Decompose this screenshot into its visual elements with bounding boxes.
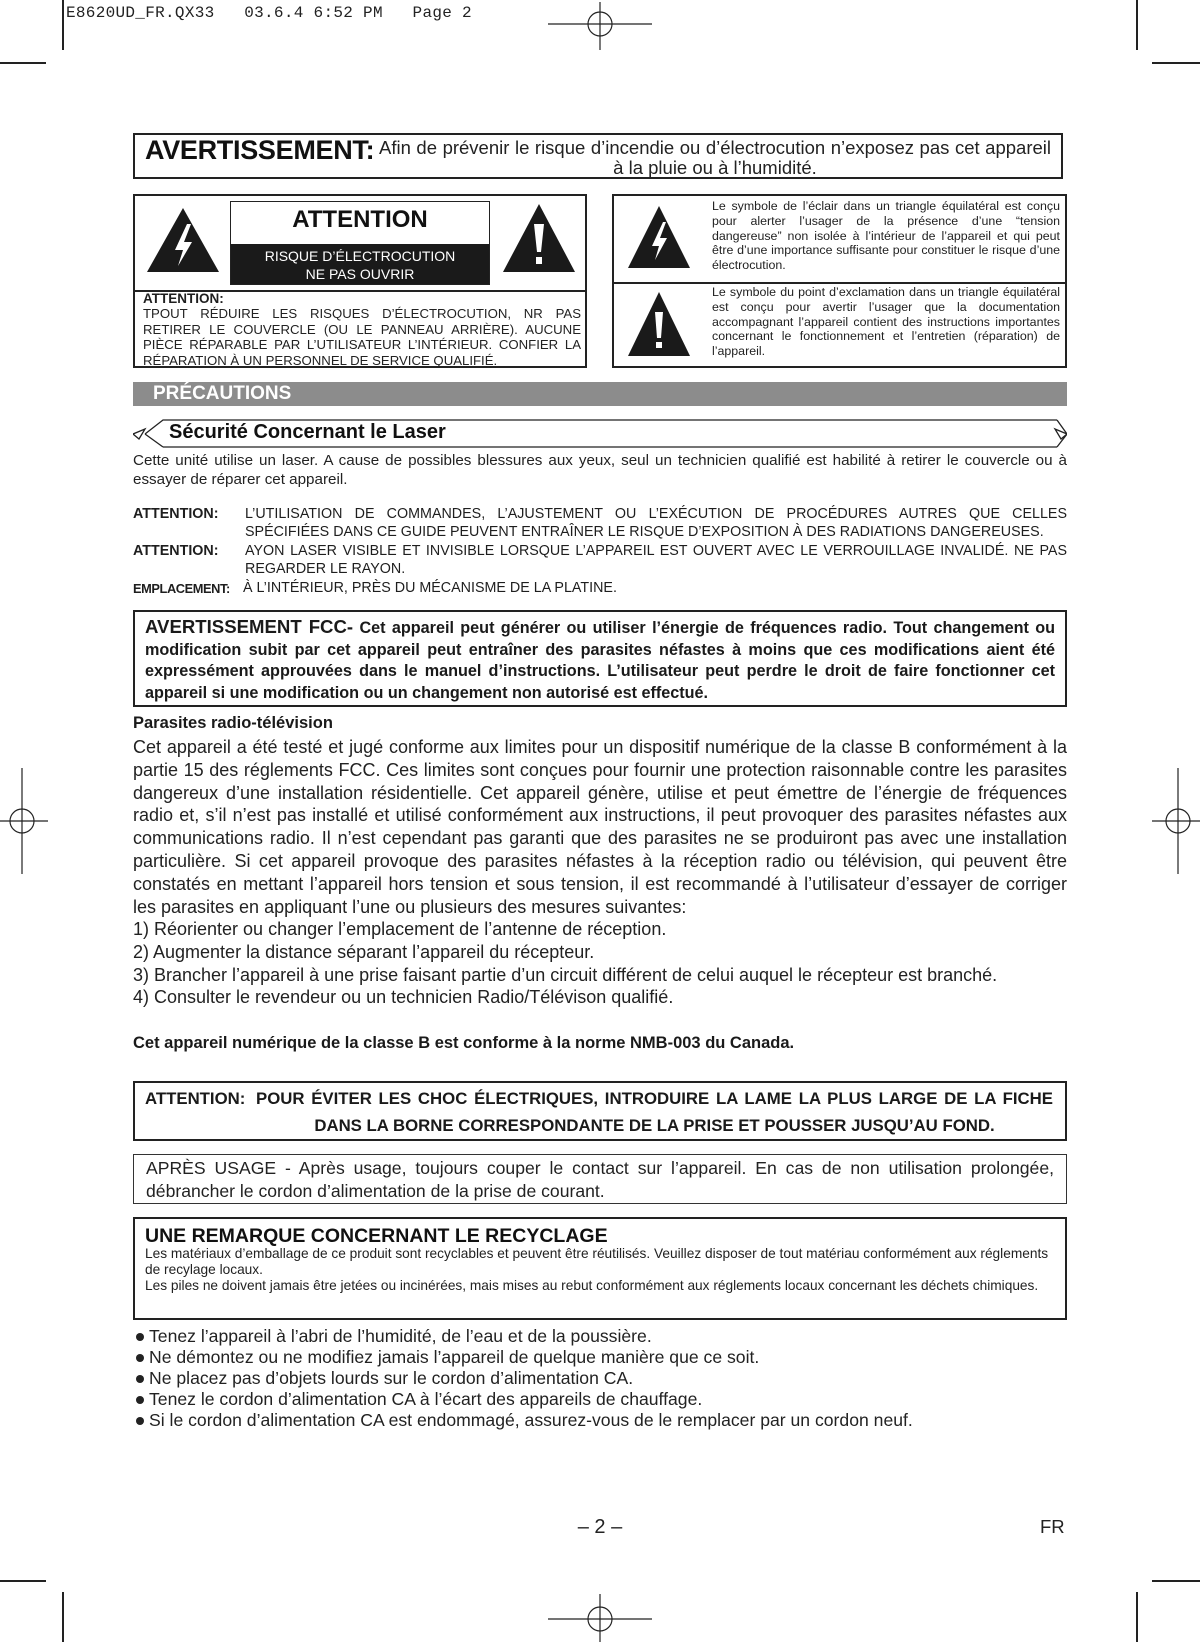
safety-bullets	[133, 1326, 1067, 1431]
recycling-paragraph-2: Les piles ne doivent jamais être jetées ou incinérées, mais mises au rebut conformément aux réglements locaux concernant les déchets chimiques.	[145, 1278, 1039, 1294]
language-code: FR	[1040, 1516, 1065, 1537]
laser-heading-bar	[133, 418, 1067, 448]
attention-label-panel	[230, 201, 490, 285]
caution-2-label: ATTENTION:	[133, 543, 219, 559]
caution-2-text: AYON LASER VISIBLE ET INVISIBLE LORSQUE L’APPAREIL EST OUVERT AVEC LE VERROUILLAGE INVALIDÉ. NE PAS REGARDER LE RAYON.	[245, 543, 1067, 577]
attention-body: TPOUT RÉDUIRE LES RISQUES D’ÉLECTROCUTION, NR PAS RETIRER LE COUVERCLE (OU LE PANNEAU ARRIÈRE). AUCUNE PIÈCE RÉPARABLE PAR L’UTILISATEUR L’INTÉRIEUR. CONFIER LA RÉPARATION À UN PERSONNEL DE SERVICE QUALIFIÉ.	[143, 306, 581, 368]
recycling-paragraph-1: Les matériaux d’emballage de ce produit sont recyclables et peuvent être réutilisés. Veuillez disposer de tout matériau conformément aux réglements de recylage locaux.	[145, 1246, 1049, 1278]
measures-list	[133, 918, 1067, 1009]
laser-intro: Cette unité utilise un laser. A cause de possibles blessures aux yeux, seul un technicien qualifié est habilité à retirer le couvercle ou à essayer de réparer cet appareil.	[133, 452, 1067, 488]
registration-mark-right	[1152, 768, 1200, 874]
fcc-lead: AVERTISSEMENT FCC-	[145, 616, 354, 637]
caution-1-label: ATTENTION:	[133, 506, 219, 522]
avertissement-title: AVERTISSEMENT:	[145, 135, 375, 165]
registration-mark-top	[548, 2, 652, 50]
attention-title: ATTENTION	[292, 206, 428, 233]
parasites-heading: Parasites radio-télévision	[133, 714, 333, 732]
print-slug: E8620UD_FR.QX33 03.6.4 6:52 PM Page 2	[66, 4, 472, 22]
recycling-box	[133, 1217, 1067, 1320]
bullet-item: Ne placez pas d’objets lourds sur le cordon d’alimentation CA.	[133, 1368, 1067, 1389]
risk-line-1: RISQUE D’ÉLECTROCUTION	[264, 248, 456, 264]
symbols-divider	[614, 282, 1065, 284]
precautions-title: PRÉCAUTIONS	[153, 383, 292, 404]
measure-item: 3) Brancher l’appareil à une prise faisant partie d’un circuit différent de celui auquel le récepteur est branché.	[133, 964, 998, 985]
shock-warning-text: POUR ÉVITER LES CHOC ÉLECTRIQUES, INTRODUIRE LA LAME LA PLUS LARGE DE LA FICHE DANS LA BORNE CORRESPONDANTE DE LA PRISE ET POUSSER JUSQU’AU FOND.	[256, 1089, 1053, 1135]
caution-1-text: L’UTILISATION DE COMMANDES, L’AJUSTEMENT OU L’EXÉCUTION DE PROCÉDURES AUTRES QUE CELLES SPÉCIFIÉES DANS CE GUIDE PEUVENT ENTRAÎNER LE RISQUE D’EXPOSITION À DES RADIATIONS DANGEREUSES.	[245, 506, 1067, 540]
avertissement-text: Afin de prévenir le risque d’incendie ou d’électrocution n’exposez pas cet appareil à la pluie ou à l’humidité.	[379, 137, 1051, 178]
registration-mark-left	[0, 768, 48, 874]
emplacement-label: EMPLACEMENT:	[133, 581, 230, 596]
exclamation-symbol-icon	[626, 290, 692, 360]
bullet-item: Tenez le cordon d’alimentation CA à l’écart des appareils de chauffage.	[133, 1389, 1067, 1410]
parasites-body: Cet appareil a été testé et jugé conforme aux limites pour un dispositif numérique de la classe B conformément à la partie 15 des réglements FCC. Ces limites sont conçues pour fournir une protection raisonnable contre les parasites dangereux d’une installation résidentielle. Cet appareil génère, utilise et peut émettre de l’énergie de fréquences radio et, s’il n’est pas installé et utilisé conformément aux instructions, il peut provoquer des parasites néfastes aux communications radio. Il n’est cependant pas garanti que des parasites ne se produiront pas avec une installation particulière. Si cet appareil provoque des parasites néfastes à la réception radio ou télévision, qui peuvent être constatés en mettant l’appareil hors tension et sous tension, il est recommandé à l’utilisateur d’essayer de corriger les parasites en appliquant l’une ou plusieurs des mesures suivantes:	[133, 737, 1067, 917]
measure-item: 4) Consulter le revendeur ou un technicien Radio/Télévison qualifié.	[133, 987, 674, 1008]
lightning-warning-icon	[145, 206, 221, 274]
lightning-symbol-icon	[626, 204, 692, 272]
shock-warning-label: ATTENTION:	[145, 1089, 246, 1108]
registration-mark-bottom	[548, 1594, 652, 1642]
risk-line-2: NE PAS OUVRIR	[305, 266, 415, 282]
bullet-item: Si le cordon d’alimentation CA est endommagé, assurez-vous de le remplacer par un cordon neuf.	[133, 1410, 1067, 1431]
bullet-item: Tenez l’appareil à l’abri de l’humidité, de l’eau et de la poussière.	[133, 1326, 1067, 1347]
fcc-text: Cet appareil peut générer ou utiliser l’énergie de fréquences radio. Tout changement ou modification subit par cet appareil peut entraîner des parasites néfastes à moins que ces modifications aient été expressément approuvées dans le manuel d’instructions. L’utilisateur peut perdre le droit de faire fonctionner cet appareil si une modification ou un changement non autorisé est effectué.	[145, 619, 1055, 702]
shock-warning-box	[133, 1081, 1067, 1141]
page-number: – 2 –	[577, 1516, 623, 1538]
risk-banner	[231, 244, 489, 284]
bullet-item: Ne démontez ou ne modifiez jamais l’appareil de quelque manière que ce soit.	[133, 1347, 1067, 1368]
exclamation-warning-icon	[501, 202, 577, 274]
lightning-symbol-text: Le symbole de l’éclair dans un triangle équilatéral est conçu pour alerter l’usager de la présence d’une “tension dangereuse” non isolée à l’intérieur de l’appareil et qui peut être d’une importance suffisante pour constituer le risque d’une électrocution.	[712, 199, 1060, 273]
measure-item: 2) Augmenter la distance séparant l’appareil du récepteur.	[133, 941, 595, 962]
attention-box	[133, 194, 587, 368]
caution-row-1	[133, 506, 1067, 542]
attention-caption: ATTENTION:	[143, 291, 224, 306]
fcc-warning-box	[133, 610, 1067, 707]
caution-row-2	[133, 543, 1067, 579]
avertissement-box	[133, 133, 1063, 179]
measure-item: 1) Réorienter ou changer l’emplacement de l’antenne de réception.	[133, 919, 667, 939]
recycling-title: UNE REMARQUE CONCERNANT LE RECYCLAGE	[145, 1225, 608, 1247]
canada-compliance: Cet appareil numérique de la classe B est conforme à la norme NMB-003 du Canada.	[133, 1034, 795, 1052]
emplacement-row	[133, 580, 1067, 598]
emplacement-text: À L’INTÉRIEUR, PRÈS DU MÉCANISME DE LA PLATINE.	[243, 580, 617, 596]
laser-heading-title: Sécurité Concernant le Laser	[169, 421, 446, 443]
apres-usage-box: APRÈS USAGE - Après usage, toujours couper le contact sur l’appareil. En cas de non utilisation prolongée, débrancher le cordon d’alimentation de la prise de courant.	[133, 1154, 1067, 1204]
symbols-box	[612, 194, 1067, 368]
precautions-bar	[133, 382, 1067, 406]
exclamation-symbol-text: Le symbole du point d’exclamation dans un triangle équilatéral est conçu pour avertir l’usager que la documentation accompagnant l’appareil contient des instructions importantes concernant le fonctionnement et l’entretien (réparation) de l’appareil.	[712, 285, 1060, 359]
